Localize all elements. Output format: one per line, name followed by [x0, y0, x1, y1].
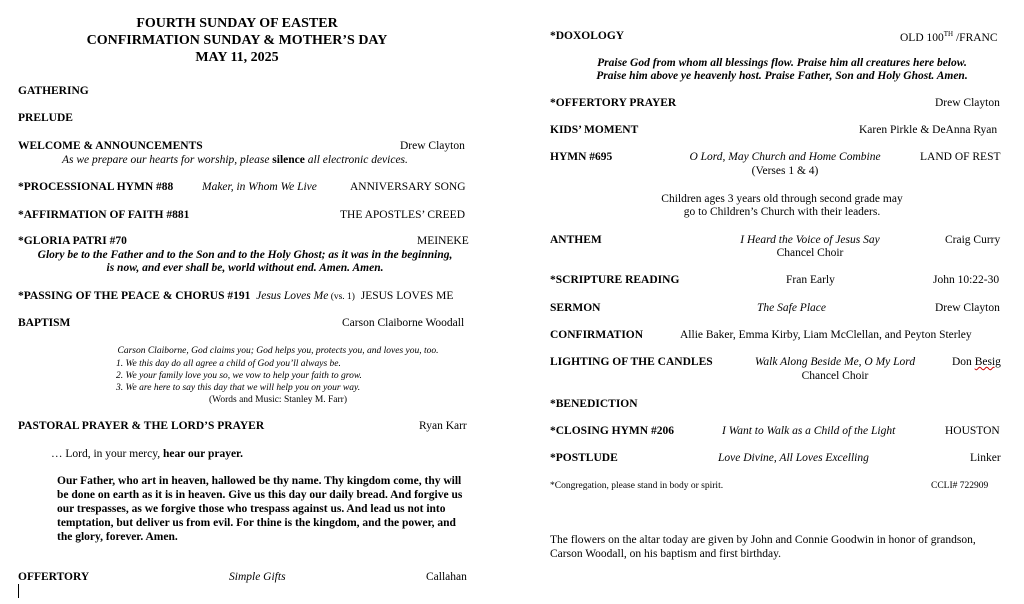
scripture-reference: John 10:22-30: [933, 274, 1000, 286]
confirmands: Allie Baker, Emma Kirby, Liam McClellan, and Peyton Sterley: [680, 329, 972, 341]
processional-title: Maker, in Whom We Live: [202, 181, 317, 193]
welcome-leader: Drew Clayton: [400, 140, 465, 152]
candles-composer: Don Besig: [952, 356, 1001, 368]
flowers-dedication: The flowers on the altar today are given by John and Connie Goodwin in honor of grandson, Carson Woodall, on his baptism and first birthday.: [550, 534, 976, 560]
prelude-heading: PRELUDE: [18, 112, 73, 124]
candles-heading: LIGHTING OF THE CANDLES: [550, 356, 713, 368]
hymn-695-title: O Lord, May Church and Home Combine: [689, 151, 881, 163]
candles-title: Walk Along Beside Me, O My Lord: [754, 356, 916, 368]
baptism-name: Carson Claiborne Woodall: [342, 317, 465, 329]
peace-line: *PASSING OF THE PEACE & CHORUS #191 Jesus Loves Me (vs. 1) JESUS LOVES ME: [18, 290, 454, 302]
gathering-heading: GATHERING: [18, 85, 89, 97]
prayer-intro: … Lord, in your mercy, hear our prayer.: [51, 448, 243, 460]
postlude-title: Love Divine, All Loves Excelling: [718, 452, 869, 464]
bulletin-title: FOURTH SUNDAY OF EASTER: [136, 16, 338, 31]
confirmation-heading: CONFIRMATION: [550, 329, 644, 341]
closing-hymn-tune: HOUSTON: [945, 425, 1000, 437]
gloria-text-1: Glory be to the Father and to the Son and to the Holy Ghost; as it was in the beginning,: [37, 249, 453, 261]
offertory-title: Simple Gifts: [229, 571, 286, 583]
offertory-composer: Callahan: [426, 571, 467, 583]
gloria-tune: MEINEKE: [417, 235, 469, 247]
postlude-composer: Linker: [970, 452, 1001, 464]
baptism-credit: (Words and Music: Stanley M. Farr): [208, 395, 348, 405]
silence-note: As we prepare our hearts for worship, please silence all electronic devices.: [62, 154, 408, 166]
baptism-line-2: 1. We this day do all agree a child of God you’ll always be.: [116, 359, 341, 369]
benediction-heading: *BENEDICTION: [550, 398, 638, 410]
childrens-church-note-1: Children ages 3 years old through second grade may: [661, 193, 903, 205]
welcome-heading: WELCOME & ANNOUNCEMENTS: [18, 140, 203, 152]
text-cursor: [18, 584, 19, 598]
postlude-heading: *POSTLUDE: [550, 452, 618, 464]
sermon-heading: SERMON: [550, 302, 601, 314]
affirmation-tune: THE APOSTLES’ CREED: [340, 209, 466, 221]
anthem-choir: Chancel Choir: [776, 247, 844, 259]
offertory-heading: OFFERTORY: [18, 571, 90, 583]
bulletin-date: MAY 11, 2025: [195, 50, 279, 65]
baptism-heading: BAPTISM: [18, 317, 71, 329]
anthem-composer: Craig Curry: [945, 234, 1001, 246]
doxology-heading: *DOXOLOGY: [550, 30, 625, 42]
bulletin-subtitle: CONFIRMATION SUNDAY & MOTHER’S DAY: [86, 33, 388, 48]
anthem-heading: ANTHEM: [550, 234, 602, 246]
offertory-prayer-heading: *OFFERTORY PRAYER: [550, 97, 677, 109]
candles-choir: Chancel Choir: [801, 370, 869, 382]
anthem-title: I Heard the Voice of Jesus Say: [740, 234, 880, 246]
baptism-line-1: Carson Claiborne, God claims you; God helps you, protects you, and loves you, too.: [117, 346, 439, 356]
doxology-text-1: Praise God from whom all blessings flow. Praise him all creatures here below.: [597, 57, 967, 69]
kids-moment-leaders: Karen Pirkle & DeAnna Ryan: [859, 124, 998, 136]
baptism-line-4: 3. We are here to say this day that we will help you on your way.: [116, 383, 361, 393]
hymn-695-heading: HYMN #695: [550, 151, 613, 163]
gloria-text-2: is now, and ever shall be, world without end. Amen. Amen.: [106, 262, 384, 274]
baptism-line-3: 2. We your family love you so, we vow to help your faith to grow.: [116, 371, 362, 381]
kids-moment-heading: KIDS’ MOMENT: [550, 124, 639, 136]
prayer-leader: Ryan Karr: [419, 420, 467, 432]
doxology-tune: OLD 100TH /FRANC: [900, 30, 998, 44]
offertory-prayer-leader: Drew Clayton: [935, 97, 1000, 109]
affirmation-heading: *AFFIRMATION OF FAITH #881: [18, 209, 190, 221]
sermon-preacher: Drew Clayton: [935, 302, 1000, 314]
processional-heading: *PROCESSIONAL HYMN #88: [18, 181, 174, 193]
sermon-title: The Safe Place: [757, 302, 826, 314]
childrens-church-note-2: go to Children’s Church with their leaders.: [683, 206, 881, 218]
ccli-number: CCLI# 722909: [931, 481, 989, 491]
scripture-reader: Fran Early: [786, 274, 835, 286]
hymn-695-verses: (Verses 1 & 4): [751, 165, 819, 177]
gloria-heading: *GLORIA PATRI #70: [18, 235, 127, 247]
prayer-heading: PASTORAL PRAYER & THE LORD’S PRAYER: [18, 420, 265, 432]
lords-prayer: Our Father, who art in heaven, hallowed be thy name. Thy kingdom come, thy will be done on earth as it is in heaven. Give us this day our daily bread. And forgive us our trespasses, as we forgive those who trespass against us. And lead us not into temptation, but deliver us from evil. For thine is the kingdom, and the power, and the glory, forever. Amen.: [57, 475, 463, 543]
closing-hymn-title: I Want to Walk as a Child of the Light: [722, 425, 896, 437]
scripture-heading: *SCRIPTURE READING: [550, 274, 680, 286]
hymn-695-tune: LAND OF REST: [920, 151, 1001, 163]
congregation-note: *Congregation, please stand in body or spirit.: [550, 481, 724, 491]
closing-hymn-heading: *CLOSING HYMN #206: [550, 425, 674, 437]
processional-tune: ANNIVERSARY SONG: [350, 181, 466, 193]
doxology-text-2: Praise him above ye heavenly host. Praise Father, Son and Holy Ghost. Amen.: [596, 70, 968, 82]
